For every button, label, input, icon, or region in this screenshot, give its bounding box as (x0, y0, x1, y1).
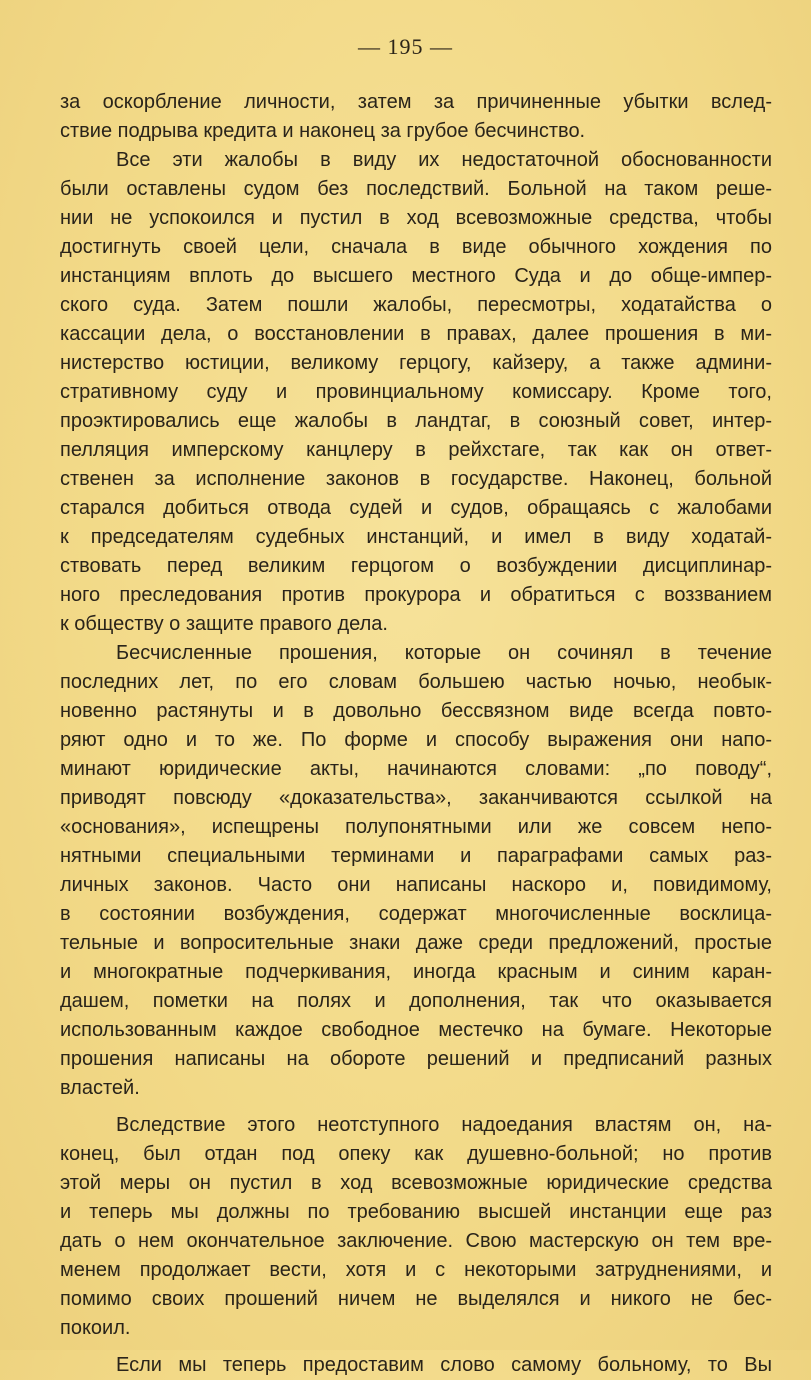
text-line: менем продолжает вести, хотя и с некоторыми затруднениями, и (60, 1259, 772, 1281)
text-line: «основания», испещрены полупонятными или же совсем непо- (60, 816, 772, 838)
text-line: достигнуть своей цели, сначала в виде обычного хождения по (60, 236, 772, 258)
text-line: и многократные подчеркивания, иногда красным и синим каран- (60, 961, 772, 983)
page-number: — 195 — (358, 34, 453, 59)
text-line: дашем, пометки на полях и дополнения, так что оказывается (60, 990, 772, 1012)
text-line: приводят повсюду «доказательства», заканчиваются ссылкой на (60, 787, 772, 809)
text-line: дать о нем окончательное заключение. Свою мастерскую он тем вре- (60, 1230, 772, 1252)
text-line: нистерство юстиции, великому герцогу, кайзеру, а также админи- (60, 352, 772, 374)
text-line: ряют одно и то же. По форме и способу выражения они напо- (60, 729, 772, 751)
text-line: последних лет, по его словам большею частью ночью, необык- (60, 671, 772, 693)
text-line: властей. (60, 1077, 140, 1099)
text-line: этой меры он пустил в ход всевозможные юридические средства (60, 1172, 772, 1194)
text-line: к председателям судебных инстанций, и имел в виду ходатай- (60, 526, 772, 548)
text-line: нии не успокоился и пустил в ход всевозможные средства, чтобы (60, 207, 772, 229)
text-line: проэктировались еще жалобы в ландтаг, в союзный совет, интер- (60, 410, 772, 432)
text-line: и теперь мы должны по требованию высшей инстанции еще раз (60, 1201, 772, 1223)
text-line: к обществу о защите правого дела. (60, 613, 388, 635)
text-line: стративному суду и провинциальному комиссару. Кроме того, (60, 381, 772, 403)
text-line: кассации дела, о восстановлении в правах, далее прошения в ми- (60, 323, 772, 345)
text-line: тельные и вопросительные знаки даже среди предложений, простые (60, 932, 772, 954)
text-line: ственен за исполнение законов в государстве. Наконец, больной (60, 468, 772, 490)
text-line: конец, был отдан под опеку как душевно-больной; но против (60, 1143, 772, 1165)
text-line: Если мы теперь предоставим слово самому больному, то Вы (116, 1354, 772, 1376)
text-line: личных законов. Часто они написаны наскоро и, повидимому, (60, 874, 772, 896)
text-line: прошения написаны на обороте решений и предписаний разных (60, 1048, 772, 1070)
text-line: были оставлены судом без последствий. Больной на таком реше- (60, 178, 772, 200)
text-line: нятными специальными терминами и параграфами самых раз- (60, 845, 772, 867)
text-line: ского суда. Затем пошли жалобы, пересмотры, ходатайства о (60, 294, 772, 316)
body-text (60, 88, 772, 1380)
text-line: помимо своих прошений ничем не выделялся и никого не бес- (60, 1288, 772, 1310)
text-line: использованным каждое свободное местечко на бумаге. Некоторые (60, 1019, 772, 1041)
text-line: Вследствие этого неотступного надоедания властям он, на- (116, 1114, 772, 1136)
text-line: покоил. (60, 1317, 131, 1339)
text-line: новенно растянуты и в довольно бессвязном виде всегда повто- (60, 700, 772, 722)
text-line: ствие подрыва кредита и наконец за грубое бесчинство. (60, 120, 586, 142)
text-line: ного преследования против прокурора и обратиться с воззванием (60, 584, 772, 606)
text-line: за оскорбление личности, затем за причиненные убытки вслед- (60, 91, 772, 113)
text-line: в состоянии возбуждения, содержат многочисленные восклица- (60, 903, 772, 925)
text-line: минают юридические акты, начинаются словами: „по поводу“, (60, 758, 772, 780)
text-line: инстанциям вплоть до высшего местного Суда и до обще-импер- (60, 265, 772, 287)
text-line: пелляция имперскому канцлеру в рейхстаге, так как он ответ- (60, 439, 772, 461)
text-line: Бесчисленные прошения, которые он сочинял в течение (116, 642, 772, 664)
text-line: старался добиться отвода судей и судов, обращаясь с жалобами (60, 497, 772, 519)
text-line: Все эти жалобы в виду их недостаточной обоснованности (116, 149, 772, 171)
text-line: ствовать перед великим герцогом о возбуждении дисциплинар- (60, 555, 772, 577)
